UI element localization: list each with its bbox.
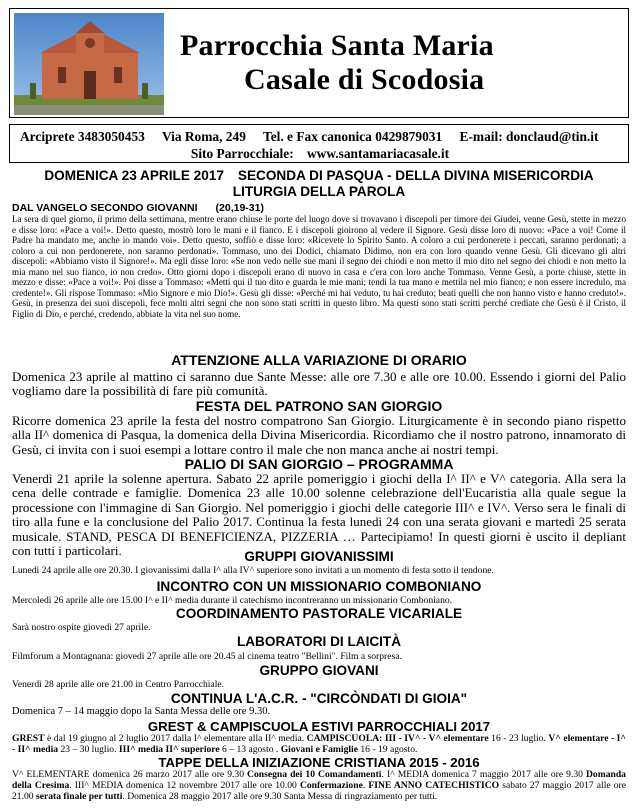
grest-title: GREST & CAMPISCUOLA ESTIVI PARROCCHIALI 2017 (147, 719, 491, 734)
acr-text: Domenica 7 – 14 maggio dopo la Santa Messa delle ore 9.30. (12, 706, 271, 717)
canonica-phone: Tel. e Fax canonica 0429879031 (263, 129, 443, 144)
email[interactable]: E-mail: donclaud@tin.it (459, 129, 599, 144)
site-link[interactable]: www.santamariacasale.it (307, 146, 450, 161)
missionario-text: Mercoledì 26 aprile alle ore 15.00 I^ e II^ media durante il catechismo incontreranno un missionario Comboniano. (12, 595, 453, 606)
site-line (10, 146, 630, 162)
coordinamento-title: COORDINAMENTO PASTORALE VICARIALE (175, 606, 463, 621)
iniziazione-text: V^ ELEMENTARE domenica 26 marzo 2017 alle ore 9.30 Consegna dei 10 Comandamenti. I^ MEDIA domenica 7 maggio 2017 alle ore 9.30 Domanda della Cresima. III^ MEDIA domenica 12 novembre 2017 alle ore 10.00 Confermazione. FINE ANNO CATECHISTICO sabato 27 maggio 2017 alle ore 21.00 serata finale per tutti. Domenica 28 maggio 2017 alle ore 9.30 Santa Messa di ringraziamento per tutti. (12, 769, 626, 802)
missionario-title: INCONTRO CON UN MISSIONARIO COMBONIANO (156, 579, 482, 594)
campi-label: CAMPISCUOLA (306, 733, 380, 744)
grest-label: GREST (12, 733, 45, 744)
arciprete-phone: Arciprete 3483050453 (20, 129, 145, 144)
giovanissimi-text: Lunedì 24 aprile alle ore 20.30. I giovanissimi dalla I^ alla IV^ superiore sono invitati a un momento di festa sotto il tendone. (12, 565, 494, 576)
church-photo (14, 13, 164, 115)
parish-title: Parrocchia Santa Maria (180, 29, 494, 62)
acr-title: CONTINUA L'A.C.R. - "CIRCÒNDATI DI GIOIA" (170, 691, 468, 706)
laicita-text: Filmforum a Montagnana: giovedì 27 aprile alle ore 20.45 al cinema teatro "Bellini". Film a sorpresa. (12, 651, 402, 662)
laicita-title: LABORATORI DI LAICITÀ (236, 634, 402, 649)
address: Via Roma, 249 (161, 129, 246, 144)
vangelo-label: DAL VANGELO SECONDO GIOVANNI (12, 202, 198, 214)
festa-title: FESTA DEL PATRONO SAN GIORGIO (195, 398, 443, 414)
grest-text: GREST è dal 19 giugno al 2 luglio 2017 dalla I^ elementare alla II^ media. CAMPISCUOLA: III - IV^ - V^ elementare 16 - 23 luglio. V^ elementare - I^ - II^ media 23 – 30 luglio. III^ media II^ superiore 6 – 13 agosto . Giovani e Famiglie 16 - 19 agosto. (12, 733, 626, 755)
giovanissimi-title: GRUPPI GIOVANISSIMI (244, 549, 394, 564)
contact-box (9, 124, 629, 163)
palio-title: PALIO DI SAN GIORGIO – PROGRAMMA (184, 456, 454, 472)
feast-name: SECONDA DI PASQUA - DELLA DIVINA MISERICORDIA (237, 168, 594, 183)
date: DOMENICA 23 APRILE 2017 (44, 168, 224, 183)
masthead (9, 8, 629, 118)
giovani-title: GRUPPO GIOVANI (259, 663, 379, 678)
festa-text: Ricorre domenica 23 aprile la festa del nostro compatrono San Giorgio. Liturgicamente è in secondo piano rispetto alla II^ domenica di Pasqua, la domenica della Divina Misericordia. Ricordiamo che il nostro patrono, innamorato di Gesù, ci invita con i suoi esempi a lottare contro il male che non manca anche ai nostri tempi. (12, 413, 626, 457)
contact-line (20, 129, 612, 145)
vangelo-ref: (20,19-31) (215, 202, 264, 214)
date-heading (9, 168, 629, 183)
site-label: Sito Parrocchiale: (190, 146, 294, 161)
parish-location: Casale di Scodosia (244, 63, 485, 96)
vangelo-heading (12, 202, 264, 214)
orario-title: ATTENZIONE ALLA VARIAZIONE DI ORARIO (171, 352, 467, 368)
vangelo-text: La sera di quel giorno, il primo della settimana, mentre erano chiuse le porte del luogo dove si trovavano i discepoli per timore dei Giudei, venne Gesù, stette in mezzo e disse loro: «Pace a voi!». Detto questo, mostrò loro le mani e il fianco. E i discepoli gioirono al vedere il Signore. Gesù disse loro di nuovo: «Pace a voi! Come il Padre ha mandato me, anche io mando voi». Detto questo, soffiò e disse loro: «Ricevete lo Spirito Santo. A coloro a cui perdonerete i peccati, saranno perdonati; a coloro a cui non perdonerete, non saranno perdonati». Tommaso, uno dei Dodici, chiamato Didimo, non era con loro quando venne Gesù. Gli dicevano gli altri discepoli: «Abbiamo visto il Signore!». Ma egli disse loro: «Se non vedo nelle sue mani il segno dei chiodi e non metto il mio dito nel segno dei chiodi e non metto la mia mano nel suo fianco, io non credo». Otto giorni dopo i discepoli erano di nuovo in casa e c'era con loro anche Tommaso. Venne Gesù, a porte chiuse, stette in mezzo e disse: «Pace a voi!». Poi disse a Tommaso: «Metti qui il tuo dito e guarda le mie mani; tendi la tua mano e mettila nel mio fianco; e non essere incredulo, ma credente!». Gli rispose Tommaso: «Mio Signore e mio Dio!». Gesù gli disse: «Perché mi hai veduto, tu hai creduto; beati quelli che non hanno visto e hanno creduto!». Gesù, in presenza dei suoi discepoli, fece molti altri segni che non sono stati scritti in questo libro. Ma questi sono stati scritti perché crediate che Gesù è il Cristo, il Figlio di Dio, e perché, credendo, abbiate la vita nel suo nome. (12, 214, 626, 319)
giovani-text: Venerdì 28 aprile alle ore 21.00 in Centro Parrocchiale. (12, 679, 225, 690)
coordinamento-text: Sarà nostro ospite giovedì 27 aprile. (12, 622, 151, 633)
orario-text: Domenica 23 aprile al mattino ci saranno due Sante Messe: alle ore 7.30 e alle ore 10.00. Essendo i giorni del Palio vogliamo dare la possibilità di fare più comunità. (12, 369, 626, 399)
liturgia-title: LITURGIA DELLA PAROLA (232, 184, 406, 199)
bulletin-page (9, 8, 629, 803)
palio-text: Venerdì 21 aprile la solenne apertura. Sabato 22 aprile pomeriggio i giochi della I^ II^ e V^ categoria. Alla sera la cena delle contrade e famiglie. Domenica 23 alle 10.00 solenne celebrazione dell'Eucaristia alla quale segue la processione con l'immagine di San Giorgio. Nel pomeriggio i giochi delle categorie III^ e IV^. Verso sera le finali di tiro alla fune e la conclusione del Palio 2017. Continua la festa lunedì 24 con una serata giovani e martedì 25 serata musicale. STAND, PESCA DI BENEFICIENZA, PIZZERIA … Partecipiamo! In questi giorni è uscito il depliant con tutti i particolari. (12, 471, 626, 559)
iniziazione-title: TAPPE DELLA INIZIAZIONE CRISTIANA 2015 - 2016 (158, 755, 480, 770)
